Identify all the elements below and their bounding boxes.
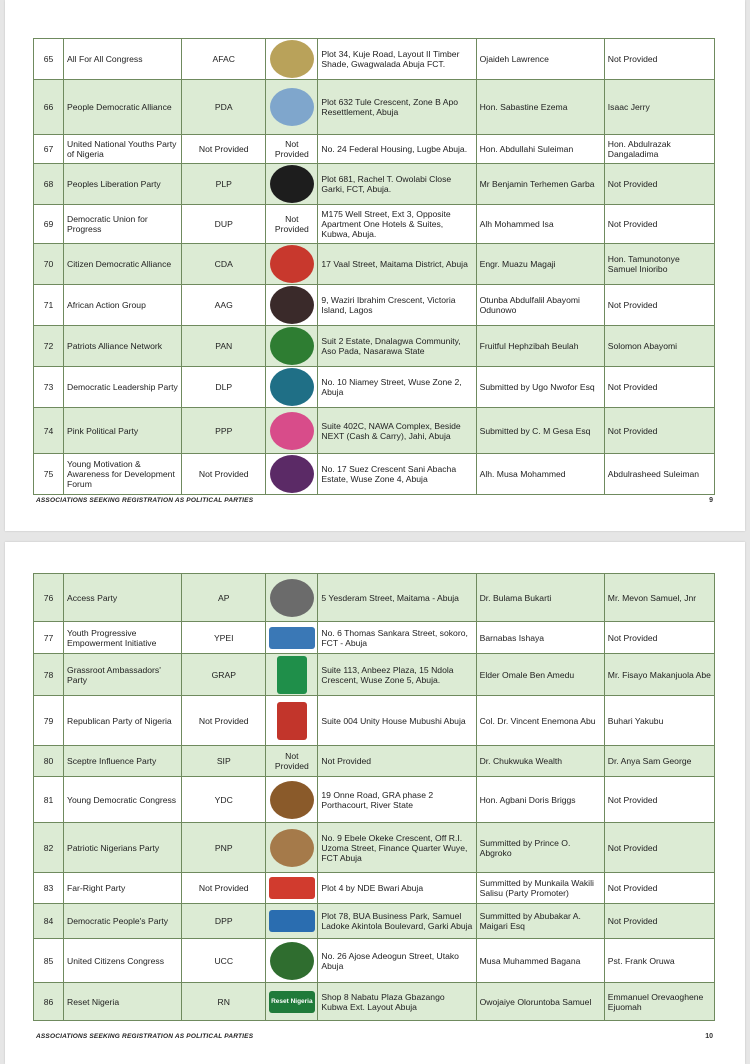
party-secretary: Not Provided (604, 777, 714, 823)
afac-emblem-icon (270, 40, 314, 78)
party-logo-cell (266, 904, 318, 939)
party-acronym: PDA (182, 80, 266, 135)
table-row (34, 205, 715, 244)
dlp-eagle-icon (270, 368, 314, 406)
table-row (34, 164, 715, 205)
table-row (34, 244, 715, 285)
party-acronym: AP (182, 574, 266, 622)
party-secretary: Solomon Abayomi (604, 326, 714, 367)
party-logo-cell (266, 367, 318, 408)
party-contact: Submitted by Ugo Nwofor Esq (476, 367, 604, 408)
party-logo-cell: Not Provided (266, 205, 318, 244)
party-logo-cell (266, 654, 318, 696)
party-contact: Musa Muhammed Bagana (476, 939, 604, 983)
party-name: Access Party (64, 574, 182, 622)
row-number: 74 (34, 408, 64, 454)
party-contact: Summitted by Munkaila Wakili Salisu (Party Promoter) (476, 873, 604, 904)
party-name: Young Democratic Congress (64, 777, 182, 823)
party-secretary: Emmanuel Orevaoghene Ejuomah (604, 983, 714, 1021)
party-logo-cell (266, 285, 318, 326)
party-address: M175 Well Street, Ext 3, Opposite Apartment One Hotels & Suites, Kubwa, Abuja. (318, 205, 476, 244)
party-secretary: Not Provided (604, 39, 714, 80)
ap-eagle-icon (270, 579, 314, 617)
party-logo-cell (266, 939, 318, 983)
party-acronym: Not Provided (182, 873, 266, 904)
party-contact: Hon. Abdullahi Suleiman (476, 135, 604, 164)
ydc-emblem-icon (270, 781, 314, 819)
party-address: 5 Yesderam Street, Maitama - Abuja (318, 574, 476, 622)
party-secretary: Dr. Anya Sam George (604, 746, 714, 777)
pnp-emblem-icon (270, 829, 314, 867)
parties-table-page-9 (33, 38, 715, 495)
party-acronym: PPP (182, 408, 266, 454)
party-logo-cell (266, 244, 318, 285)
party-address: Plot 632 Tule Crescent, Zone B Apo Resettlement, Abuja (318, 80, 476, 135)
party-contact: Otunba Abdulfalil Abayomi Odunowo (476, 285, 604, 326)
party-secretary: Abdulrasheed Suleiman (604, 454, 714, 495)
table-row (34, 408, 715, 454)
party-acronym: AAG (182, 285, 266, 326)
party-contact: Dr. Bulama Bukarti (476, 574, 604, 622)
row-number: 85 (34, 939, 64, 983)
page-number: 9 (709, 497, 713, 504)
party-address: 9, Waziri Ibrahim Crescent, Victoria Island, Lagos (318, 285, 476, 326)
row-number: 66 (34, 80, 64, 135)
table-row (34, 823, 715, 873)
party-contact: Barnabas Ishaya (476, 622, 604, 654)
party-name: Democratic People's Party (64, 904, 182, 939)
party-logo-cell (266, 983, 318, 1021)
table-row (34, 939, 715, 983)
table-row (34, 326, 715, 367)
party-address: No. 6 Thomas Sankara Street, sokoro, FCT - Abuja (318, 622, 476, 654)
cda-emblem-icon (270, 245, 314, 283)
party-acronym: DUP (182, 205, 266, 244)
party-contact: Owojaiye Oloruntoba Samuel (476, 983, 604, 1021)
document-page-10 (5, 542, 745, 1064)
page-number: 10 (705, 1033, 713, 1040)
party-name: United National Youths Party of Nigeria (64, 135, 182, 164)
row-number: 83 (34, 873, 64, 904)
party-address: No. 17 Suez Crescent Sani Abacha Estate, Wuse Zone 4, Abuja (318, 454, 476, 495)
row-number: 81 (34, 777, 64, 823)
party-secretary: Isaac Jerry (604, 80, 714, 135)
party-address: 17 Vaal Street, Maitama District, Abuja (318, 244, 476, 285)
party-acronym: DLP (182, 367, 266, 408)
row-number: 77 (34, 622, 64, 654)
party-secretary: Hon. Abdulrazak Dangaladima (604, 135, 714, 164)
page-footer: ASSOCIATIONS SEEKING REGISTRATION AS POLITICAL PARTIES (36, 1033, 254, 1040)
table-row (34, 654, 715, 696)
party-contact: Hon. Sabastine Ezema (476, 80, 604, 135)
party-address: No. 9 Ebele Okeke Crescent, Off R.I. Uzoma Street, Finance Quarter Wuye, FCT Abuja (318, 823, 476, 873)
document-page-9 (5, 0, 745, 531)
party-acronym: SIP (182, 746, 266, 777)
party-contact: Dr. Chukwuka Wealth (476, 746, 604, 777)
party-contact: Fruitful Hephzibah Beulah (476, 326, 604, 367)
party-name: Sceptre Influence Party (64, 746, 182, 777)
party-logo-cell (266, 39, 318, 80)
party-secretary: Not Provided (604, 823, 714, 873)
party-secretary: Mr. Mevon Samuel, Jnr (604, 574, 714, 622)
party-address: Not Provided (318, 746, 476, 777)
party-contact: Engr. Muazu Magaji (476, 244, 604, 285)
party-address: Shop 8 Nabatu Plaza Gbazango Kubwa Ext. Layout Abuja (318, 983, 476, 1021)
party-secretary: Buhari Yakubu (604, 696, 714, 746)
table-row (34, 777, 715, 823)
row-number: 80 (34, 746, 64, 777)
party-acronym: CDA (182, 244, 266, 285)
table-row (34, 983, 715, 1021)
ymadf-emblem-icon (270, 455, 314, 493)
party-contact: Col. Dr. Vincent Enemona Abu (476, 696, 604, 746)
table-row (34, 80, 715, 135)
party-logo-cell (266, 574, 318, 622)
table-row (34, 873, 715, 904)
party-name: African Action Group (64, 285, 182, 326)
party-name: People Democratic Alliance (64, 80, 182, 135)
row-number: 84 (34, 904, 64, 939)
party-logo-cell (266, 873, 318, 904)
party-name: Grassroot Ambassadors' Party (64, 654, 182, 696)
pan-emblem-icon (270, 327, 314, 365)
table-row (34, 367, 715, 408)
party-logo-cell (266, 696, 318, 746)
party-address: Suit 2 Estate, Dnalagwa Community, Aso Pada, Nasarawa State (318, 326, 476, 367)
party-secretary: Not Provided (604, 904, 714, 939)
row-number: 70 (34, 244, 64, 285)
party-contact: Summitted by Prince O. Abgroko (476, 823, 604, 873)
party-address: Suite 402C, NAWA Complex, Beside NEXT (Cash & Carry), Jahi, Abuja (318, 408, 476, 454)
party-name: All For All Congress (64, 39, 182, 80)
party-acronym: RN (182, 983, 266, 1021)
party-address: Suite 113, Anbeez Plaza, 15 Ndola Crescent, Wuse Zone 5, Abuja. (318, 654, 476, 696)
row-number: 73 (34, 367, 64, 408)
table-row (34, 746, 715, 777)
party-acronym: YDC (182, 777, 266, 823)
dpp-flag-icon (269, 910, 315, 932)
row-number: 76 (34, 574, 64, 622)
table-row (34, 135, 715, 164)
aag-emblem-icon (270, 286, 314, 324)
party-name: Peoples Liberation Party (64, 164, 182, 205)
party-acronym: DPP (182, 904, 266, 939)
party-secretary: Not Provided (604, 367, 714, 408)
party-name: Pink Political Party (64, 408, 182, 454)
party-name: Young Motivation & Awareness for Development Forum (64, 454, 182, 495)
party-contact: Alh. Musa Mohammed (476, 454, 604, 495)
party-contact: Alh Mohammed Isa (476, 205, 604, 244)
party-acronym: PNP (182, 823, 266, 873)
party-acronym: PLP (182, 164, 266, 205)
party-name: Reset Nigeria (64, 983, 182, 1021)
party-name: Citizen Democratic Alliance (64, 244, 182, 285)
party-logo-cell (266, 454, 318, 495)
party-name: Youth Progressive Empowerment Initiative (64, 622, 182, 654)
row-number: 71 (34, 285, 64, 326)
table-row (34, 574, 715, 622)
party-address: No. 24 Federal Housing, Lugbe Abuja. (318, 135, 476, 164)
table-row (34, 622, 715, 654)
party-name: Democratic Leadership Party (64, 367, 182, 408)
rpn-emblem-icon (277, 702, 307, 740)
party-address: No. 26 Ajose Adeogun Street, Utako Abuja (318, 939, 476, 983)
table-row (34, 39, 715, 80)
party-logo-cell (266, 326, 318, 367)
ppp-emblem-icon (270, 412, 314, 450)
party-secretary: Hon. Tamunotonye Samuel Inioribo (604, 244, 714, 285)
party-secretary: Mr. Fisayo Makanjuola Abe (604, 654, 714, 696)
grap-emblem-icon (277, 656, 307, 694)
party-logo-cell (266, 823, 318, 873)
row-number: 78 (34, 654, 64, 696)
table-row (34, 454, 715, 495)
party-acronym: GRAP (182, 654, 266, 696)
party-contact: Ojaideh Lawrence (476, 39, 604, 80)
party-contact: Mr Benjamin Terhemen Garba (476, 164, 604, 205)
party-secretary: Pst. Frank Oruwa (604, 939, 714, 983)
party-logo-cell (266, 408, 318, 454)
party-logo-cell (266, 622, 318, 654)
pda-emblem-icon (270, 88, 314, 126)
row-number: 75 (34, 454, 64, 495)
rn-logo-icon: Reset Nigeria (269, 991, 315, 1013)
row-number: 72 (34, 326, 64, 367)
row-number: 82 (34, 823, 64, 873)
page-footer: ASSOCIATIONS SEEKING REGISTRATION AS POLITICAL PARTIES (36, 497, 254, 504)
party-name: Far-Right Party (64, 873, 182, 904)
table-row (34, 285, 715, 326)
party-secretary: Not Provided (604, 285, 714, 326)
row-number: 65 (34, 39, 64, 80)
party-contact: Hon. Agbani Doris Briggs (476, 777, 604, 823)
party-address: Plot 34, Kuje Road, Layout II Timber Shade, Gwagwalada Abuja FCT. (318, 39, 476, 80)
parties-table-page-10 (33, 573, 715, 1021)
party-acronym: AFAC (182, 39, 266, 80)
party-secretary: Not Provided (604, 164, 714, 205)
ucc-emblem-icon (270, 942, 314, 980)
row-number: 68 (34, 164, 64, 205)
party-logo-cell (266, 164, 318, 205)
ypei-banner-icon (269, 627, 315, 649)
party-acronym: Not Provided (182, 696, 266, 746)
party-address: Plot 78, BUA Business Park, Samuel Ladoke Akintola Boulevard, Garki Abuja (318, 904, 476, 939)
party-address: Suite 004 Unity House Mubushi Abuja (318, 696, 476, 746)
party-contact: Elder Omale Ben Amedu (476, 654, 604, 696)
party-logo-cell (266, 777, 318, 823)
party-logo-cell: Not Provided (266, 135, 318, 164)
party-acronym: YPEI (182, 622, 266, 654)
table-row (34, 696, 715, 746)
party-address: No. 10 Niamey Street, Wuse Zone 2, Abuja (318, 367, 476, 408)
party-acronym: UCC (182, 939, 266, 983)
party-contact: Summitted by Abubakar A. Maigari Esq (476, 904, 604, 939)
party-name: United Citizens Congress (64, 939, 182, 983)
party-secretary: Not Provided (604, 408, 714, 454)
party-logo-cell: Not Provided (266, 746, 318, 777)
party-contact: Submitted by C. M Gesa Esq (476, 408, 604, 454)
party-acronym: Not Provided (182, 135, 266, 164)
party-secretary: Not Provided (604, 622, 714, 654)
party-name: Republican Party of Nigeria (64, 696, 182, 746)
party-address: Plot 681, Rachel T. Owolabi Close Garki, FCT, Abuja. (318, 164, 476, 205)
party-address: Plot 4 by NDE Bwari Abuja (318, 873, 476, 904)
plp-emblem-icon (270, 165, 314, 203)
party-address: 19 Onne Road, GRA phase 2 Porthacourt, River State (318, 777, 476, 823)
party-acronym: Not Provided (182, 454, 266, 495)
party-acronym: PAN (182, 326, 266, 367)
row-number: 79 (34, 696, 64, 746)
party-secretary: Not Provided (604, 205, 714, 244)
row-number: 67 (34, 135, 64, 164)
frp-emblem-icon (269, 877, 315, 899)
party-logo-cell (266, 80, 318, 135)
party-name: Patriotic Nigerians Party (64, 823, 182, 873)
party-name: Patriots Alliance Network (64, 326, 182, 367)
row-number: 69 (34, 205, 64, 244)
row-number: 86 (34, 983, 64, 1021)
party-name: Democratic Union for Progress (64, 205, 182, 244)
party-secretary: Not Provided (604, 873, 714, 904)
table-row (34, 904, 715, 939)
